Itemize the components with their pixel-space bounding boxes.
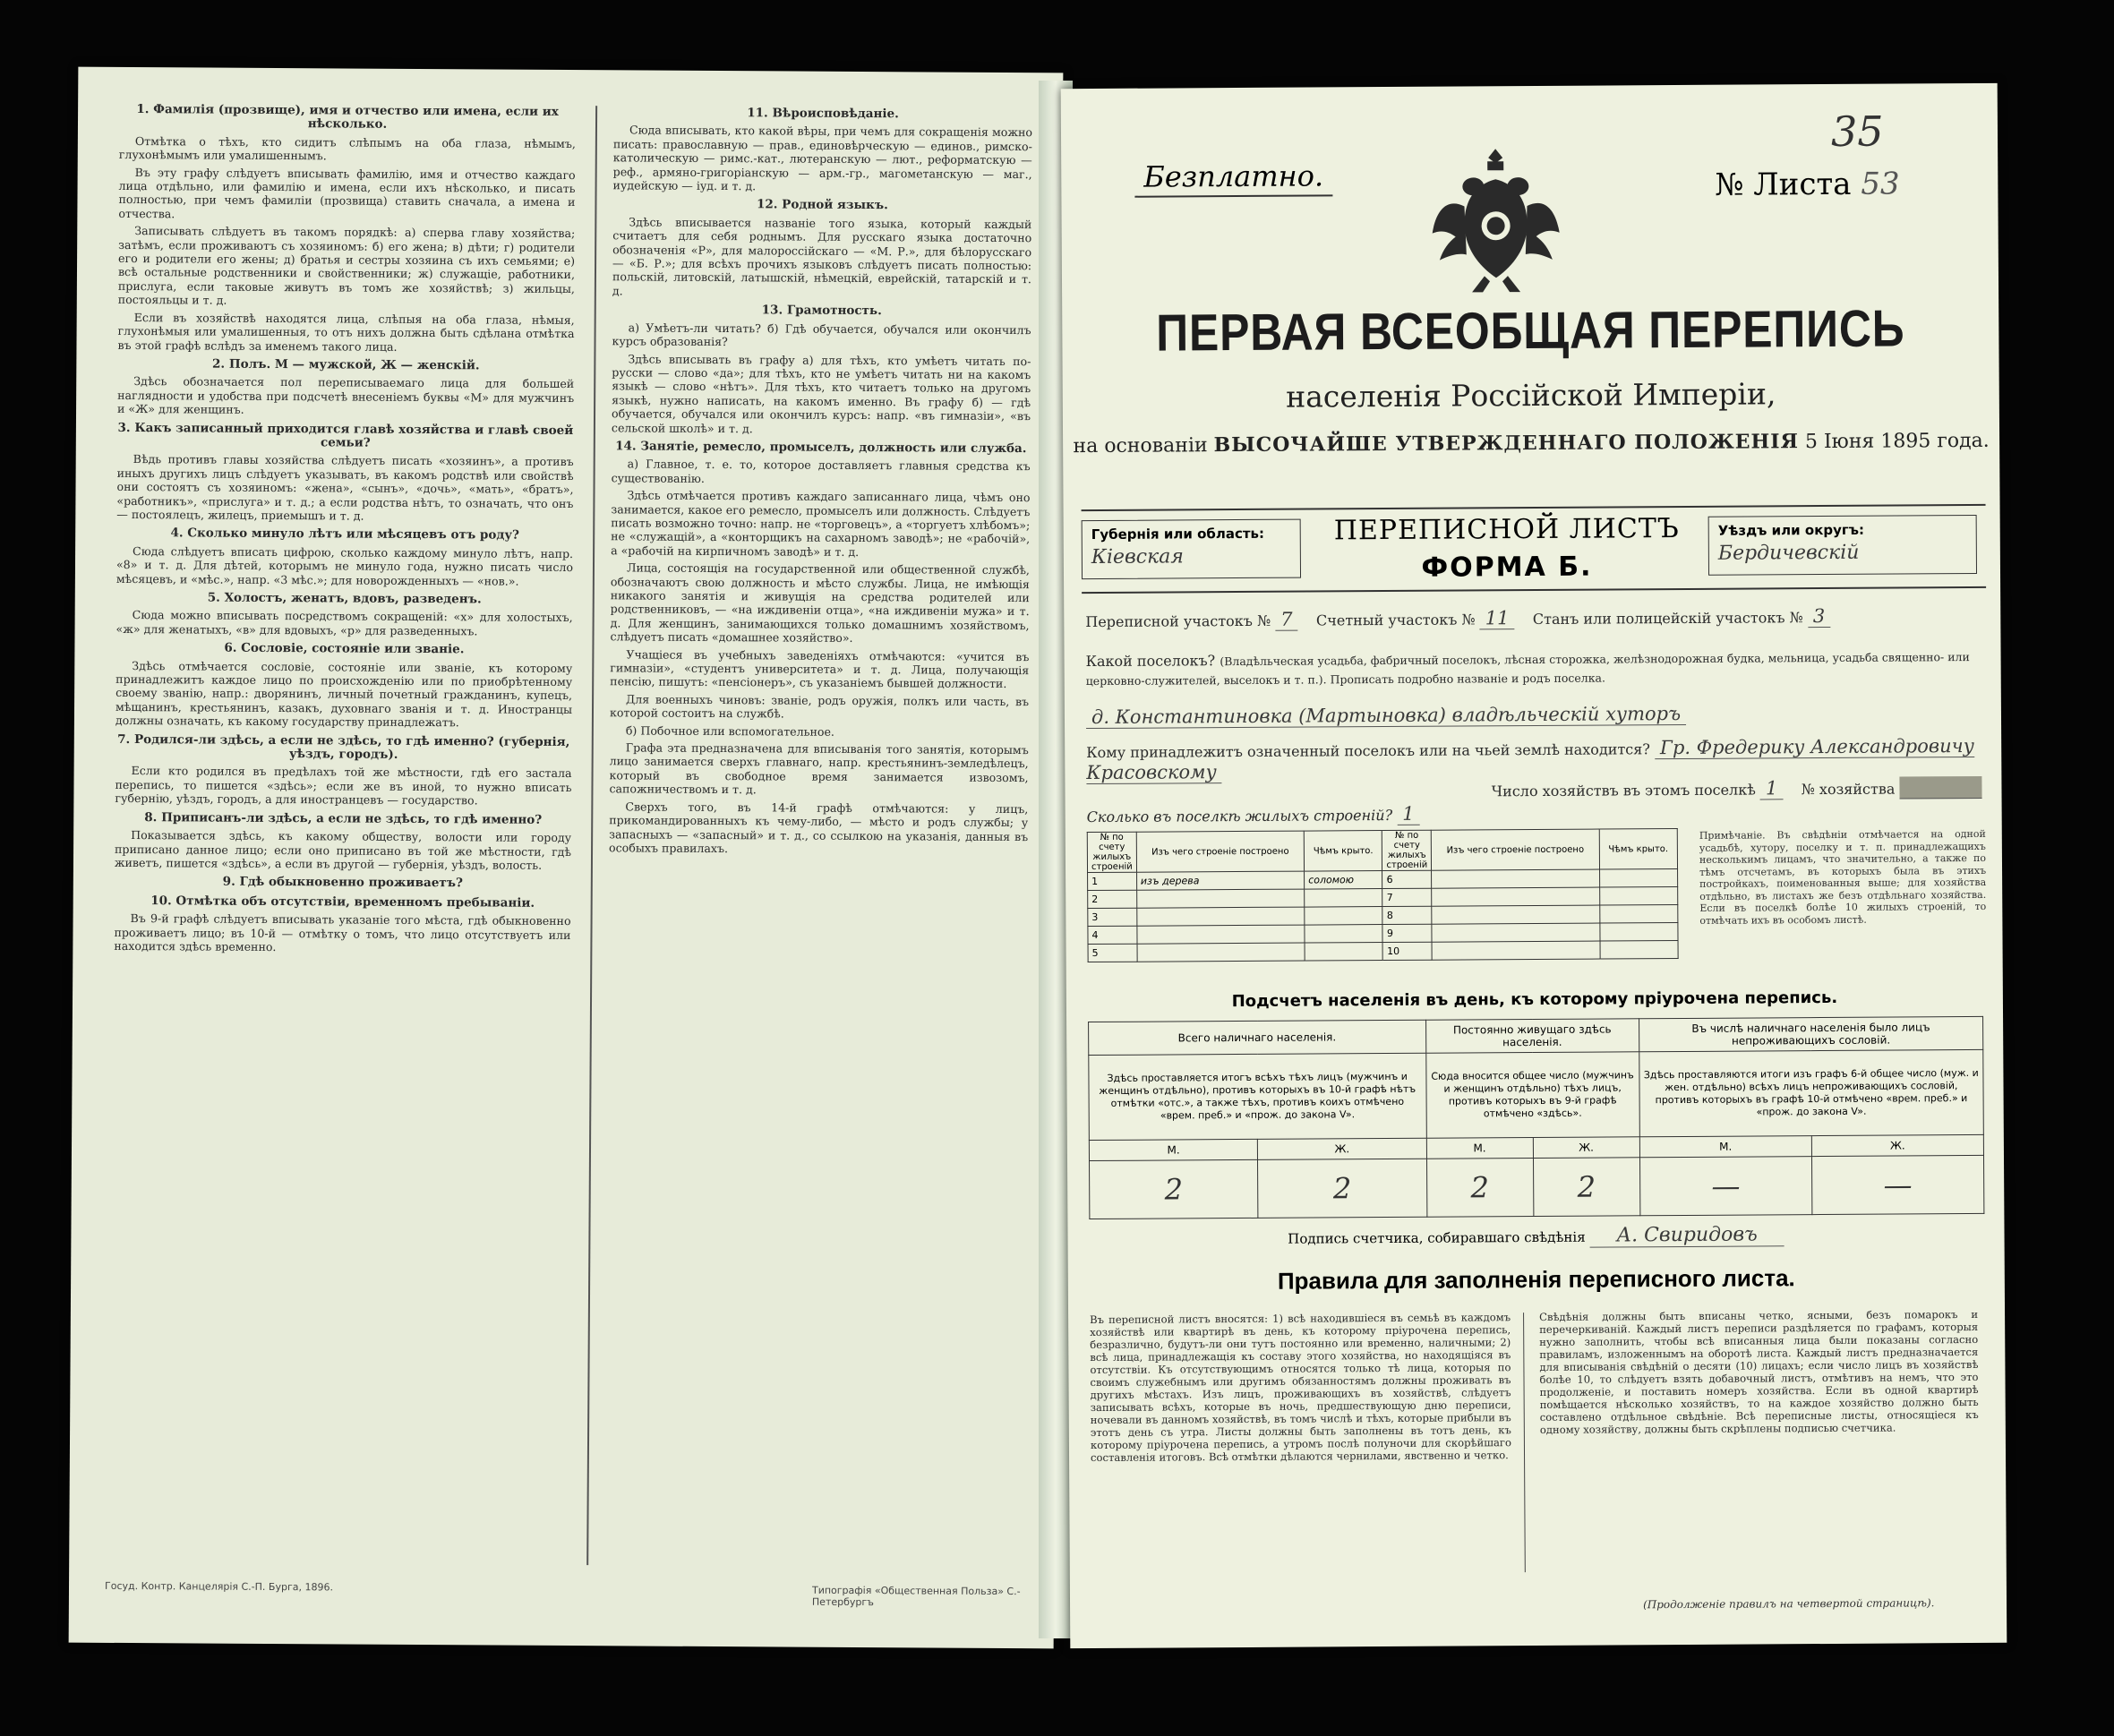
- gubernia-value: Кіевская: [1091, 545, 1184, 569]
- basis-prefix: на основаніи: [1073, 434, 1208, 458]
- roof-cell: [1599, 905, 1678, 924]
- sheet-number-label: № Листа: [1715, 166, 1852, 203]
- enumerator-signature: [1067, 1222, 2004, 1250]
- rules-title: Правила для заполненія переписного листа.: [1277, 1264, 1795, 1295]
- female-label: Ж.: [1533, 1137, 1639, 1159]
- section-heading: 9. Гдѣ обыкновенно проживаетъ?: [222, 874, 463, 891]
- present-female-count: 2: [1258, 1159, 1427, 1218]
- row-number: 2: [1088, 890, 1137, 908]
- roof-cell: соломою: [1305, 871, 1382, 890]
- section-heading: 5. Холостъ, женатъ, вдовъ, разведенъ.: [207, 590, 482, 607]
- uezd-value: Бердичевскій: [1717, 541, 1860, 565]
- printer-imprint-left: Госуд. Контр. Канцелярія С.-П. Бурга, 1896.: [104, 1579, 334, 1594]
- female-label: Ж.: [1258, 1138, 1426, 1159]
- material-cell: [1432, 869, 1599, 888]
- basis-suffix: 5 Іюня 1895 года.: [1804, 429, 1990, 454]
- instruction-paragraph: Показывается здѣсь, къ какому обществу, волости или городу приписано данное лицо; если оно приписано въ той же мѣстности, гдѣ живетъ, пишется «здѣсь», а если въ другой — губернія, уѣздъ, волость.: [114, 828, 572, 872]
- free-label: Безплатно.: [1134, 158, 1332, 197]
- district-line: [1085, 604, 1981, 631]
- instruction-paragraph: Графа эта предназначена для вписыванія того занятія, которымъ лицо занимается сверхъ главнаго, напр. крестьянинъ-земледѣлецъ, который въ свободное время занимается извозомъ, сапожничествомъ и т. д.: [609, 740, 1029, 797]
- dwellings-table-header: [1087, 829, 1677, 873]
- row-number: 7: [1382, 888, 1432, 906]
- households-value: 1: [1760, 777, 1784, 800]
- printer-imprint-right: Типографія «Общественная Польза» С.-Петербургъ: [811, 1584, 1021, 1609]
- form-header-band: [1082, 504, 1987, 594]
- dwellings-table: [1087, 828, 1679, 962]
- group-desc-nonresident: Здѣсь проставляются итоги изъ графъ 6-й общее число (муж. и жен. отдѣльно) всѣхъ лицъ непроживающихъ сословій, противъ которыхъ въ графѣ 10-й отмѣчено «врем. преб.» и «прож. до закона V».: [1639, 1049, 1984, 1136]
- row-number: 6: [1382, 870, 1432, 888]
- nonresident-female-count: —: [1811, 1155, 1984, 1214]
- col-number-header-2: № по счету жилыхъ строеній: [1382, 830, 1432, 870]
- gubernia-label: Губернія или область:: [1091, 525, 1265, 543]
- gubernia-field: [1082, 519, 1301, 579]
- uezd-label: Уѣздъ или округъ:: [1717, 521, 1865, 539]
- row-number: 4: [1088, 926, 1137, 944]
- dwellings-note: Примѣчаніе. Въ свѣдѣніи отмѣчается на одной усадьбѣ, хутору, поселку и т. п. принадлежащихъ несколькимъ лицамъ, что значительно, а также по тѣмъ отсчетамъ, въ которыхъ была въ этихъ постройкахъ, поименованныя выше; для хозяйства отдѣльно, въ листахъ же безъ отдѣльнаго хозяйства. Если въ поселкѣ болѣе 10 жилыхъ строеній, то отмѣчать ихъ въ особомъ листѣ.: [1699, 827, 1987, 927]
- nonresident-male-count: —: [1639, 1157, 1811, 1216]
- instruction-paragraph: Здѣсь вписывать въ графу а) для тѣхъ, кто умѣетъ читать по-русски — слово «да»; для тѣхъ, кто не умѣетъ читать ни на какомъ языкѣ — слово «нѣтъ». Для тѣхъ, кто читаетъ только на другомъ языкѣ, нужно написать, на какомъ именно. Въ графу б) — гдѣ обучается, обучался или окончилъ курсъ: напр. «въ гимназіи», «въ сельской школѣ» и т. д.: [611, 351, 1031, 435]
- household-no-label: № хозяйства: [1801, 780, 1896, 799]
- instruction-paragraph: Вѣдь противъ главы хозяйства слѣдуетъ писать «хозяинъ», а противъ иныхъ другихъ лицъ слѣдуетъ указывать, въ какомъ родствѣ или свойствѣ они состоятъ съ хозяиномъ: «жена», «сынъ», «дочь», «мать», «братъ», «работникъ», «прислуга» и т. д.; а если родства нѣтъ, то означать, что онъ — постоялецъ, жилецъ, приемышъ и т. д.: [116, 452, 574, 523]
- section-heading: 3. Какъ записанный приходится главѣ хозяйства и главѣ своей семьи?: [117, 420, 574, 450]
- male-label: М.: [1089, 1139, 1257, 1160]
- instruction-paragraph: Въ 9-й графѣ слѣдуетъ вписывать указаніе того мѣста, гдѣ обыкновенно проживаетъ лицо; въ 10-й — отмѣтку о томъ, что лицо отсутствуетъ или находится здѣсь временно.: [114, 911, 571, 954]
- instruction-paragraph: Здѣсь обозначается пол переписываемаго лица для большей наглядности и удобства при подсчетѣ внесеніемъ буквы «М» для мужчинъ и «Ж» для женщинъ.: [117, 374, 575, 416]
- instructions-column-right: [604, 100, 1032, 1562]
- group-title-nonresident: Въ числѣ наличнаго населенія было лицъ непроживающихъ сословій.: [1639, 1016, 1982, 1051]
- material-cell: [1432, 905, 1599, 924]
- dwellings-label: Сколько въ поселкѣ жилыхъ строеній?: [1086, 806, 1393, 826]
- roof-cell: [1305, 925, 1382, 944]
- instruction-paragraph: Здѣсь отмѣчается сословіе, состояніе или званіе, къ которому принадлежитъ каждое лицо по происхожденію или по приобрѣтенному своему званію, напр.: дворянинъ, личный почетный гражданинъ, купецъ, мѣщанинъ, крестьянинъ, казакъ, духовнаго званія и т. д. Иностранцы должны означать, къ какому государству принадлежатъ.: [115, 658, 573, 730]
- material-cell: [1432, 941, 1599, 960]
- instruction-paragraph: Сюда слѣдуетъ вписать цифрою, сколько каждому минуло лѣтъ, напр. «8» и т. д. Для дѣтей, которымъ не минуло года, нужно писать число мѣсяцевъ, и «мѣс.», напр. «3 мѣс.»; для новорожденныхъ — «нов.».: [116, 543, 574, 588]
- instruction-paragraph: Если кто родился въ предѣлахъ той же мѣстности, гдѣ его застала перепись, то пишется «здѣсь»; если же въ иной, то нужно вписать губернію, уѣздъ, городъ, а для иностранцевъ — государство.: [115, 764, 572, 808]
- female-label: Ж.: [1811, 1134, 1983, 1156]
- instruction-paragraph: Сюда вписывать, кто какой вѣры, при чемъ для сокращенія можно писать: православную — прав., единовѣрческую — единов., римско-католическую — римс.-кат., лютеранскую — лют., реформатскую — реф., армяно-григоріанскую — арм.-гр., магометанскую — маг., иудейскую — іуд. и т. д.: [612, 123, 1033, 193]
- census-district-value: 7: [1275, 609, 1298, 631]
- legal-basis: [1063, 429, 1999, 458]
- settlement-value-line: [1086, 701, 1981, 728]
- instruction-paragraph: Если въ хозяйствѣ находятся лица, слѣпыя на оба глаза, нѣмыя, глухонѣмыя или умалишенныя, то отъ нихъ должна быть сдѣлана отмѣтка въ этой графѣ вслѣдъ за именемъ такого лица.: [117, 310, 575, 354]
- roof-cell: [1305, 943, 1382, 962]
- instruction-paragraph: б) Побочное или вспомогательное.: [625, 723, 835, 739]
- basis-caps: ВЫСОЧАЙШЕ УТВЕРЖДЕННАГО ПОЛОЖЕНІЯ: [1213, 430, 1800, 458]
- section-heading: 10. Отмѣтка объ отсутствіи, временномъ пребываніи.: [150, 893, 535, 911]
- material-cell: [1137, 943, 1305, 962]
- settlement-line: [1086, 647, 1981, 690]
- material-cell: [1137, 925, 1305, 944]
- right-page: [1061, 83, 2007, 1648]
- page-title: ПЕРВАЯ ВСЕОБЩАЯ ПЕРЕПИСЬ: [1156, 299, 1905, 363]
- material-cell: [1137, 907, 1305, 926]
- roof-cell: [1599, 887, 1678, 906]
- dwellings-line: [1087, 800, 1982, 826]
- population-count-table: [1088, 1016, 1984, 1219]
- stan-value: 3: [1808, 605, 1831, 628]
- section-heading: 7. Родился-ли здѣсь, а если не здѣсь, то гдѣ именно? (губернія, уѣздъ, городъ).: [117, 731, 570, 762]
- households-label: Число хозяйствъ въ этомъ поселкѣ: [1491, 781, 1756, 800]
- settlement-label: Какой поселокъ?: [1085, 652, 1216, 671]
- row-number: 10: [1383, 942, 1433, 960]
- rules-column-left: Въ переписной листъ вносятся: 1) всѣ находившіеся въ семьѣ въ каждомъ хозяйствѣ или квартирѣ въ день, къ которому пріурочена перепись, безразлично, будутъ-ли они тутъ постоянно или временно, наличными; 2) всѣ лица, принадлежащія къ составу этого хозяйства, но находящіяся въ отсутствіи. Къ отсутствующимъ относятся только тѣ лица, которыя по своимъ служебнымъ или другимъ обязанностямъ должны проживать въ другихъ мѣстахъ. Изъ лицъ, проживающихъ въ хозяйствѣ, слѣдуетъ записывать всѣхъ, которые въ ночь, предшествующую дню переписи, ночевали въ данномъ хозяйствѣ, въ томъ числѣ и тѣхъ, которые прибыли въ этотъ день съ утра. Листы должны быть заполнены въ тотъ день, къ которому пріурочена перепись, а утромъ послѣ полуночи для скорѣйшаго составленія итоговъ. Всѣ отмѣтки дѣлаются чернилами, явственно и четко.: [1090, 1311, 1511, 1465]
- instruction-paragraph: Отмѣтка о тѣхъ, кто сидитъ слѣпымъ на оба глаза, нѣмымъ, глухонѣмымъ или умалишеннымъ.: [118, 133, 576, 163]
- instruction-paragraph: Лица, состоящія на государственной или общественной службѣ, обозначаютъ свою должность и мѣсто службы. Лица, не имѣющія никакого занятія и живущія на средства родителей или родственниковъ, — «на иждивеніи отца», «на иждивеніи мужа» и т. д. Для женщинъ, занимающихся только домашнимъ хозяйствомъ, слѣдуетъ писать «домашнее хозяйство».: [610, 560, 1031, 646]
- instruction-paragraph: Учащіеся въ учебныхъ заведеніяхъ отмѣчаются: «учится въ гимназіи», «студентъ университета» и т. д. Лица, получающія пенсію, пишутъ: «пенсіонеръ», съ указаніемъ бывшей должности.: [610, 647, 1030, 691]
- roof-cell: [1599, 923, 1678, 942]
- count-district-label: Счетный участокъ №: [1315, 611, 1476, 629]
- section-heading: 8. Приписанъ-ли здѣсь, а если не здѣсь, то гдѣ именно?: [144, 809, 543, 827]
- section-heading: 4. Сколько минуло лѣтъ или мѣсяцевъ отъ роду?: [170, 526, 519, 543]
- instruction-paragraph: Для военныхъ чиновъ: званіе, родъ оружія, полкъ или часть, въ которой состоитъ на службѣ.: [609, 692, 1030, 721]
- table-row: [1088, 941, 1678, 962]
- section-heading: 13. Грамотность.: [761, 303, 882, 319]
- male-label: М.: [1426, 1138, 1533, 1159]
- material-cell: [1432, 923, 1599, 942]
- section-heading: 6. Сословіе, состояніе или званіе.: [224, 640, 465, 657]
- row-number: 9: [1382, 924, 1432, 942]
- instruction-paragraph: Въ эту графу слѣдуетъ вписывать фамилію, имя и отчество каждаго лица отдѣльно, или фамилію и имена, если ихъ нѣсколько, и писать полностью, при чемъ фамиліи (прозвища) ставить сначала, а имена и отчества.: [118, 165, 576, 221]
- section-heading: 14. Занятіе, ремесло, промыселъ, должность или служба.: [615, 439, 1027, 457]
- owner-value: Гр. Фредерику Александровичу Красовскому: [1086, 734, 1974, 784]
- folio-number: 35: [1830, 107, 1884, 156]
- settlement-hint: (Владѣльческая усадьба, фабричный поселокъ, лѣсная сторожка, желѣзнодорожная будка, мельница, усадьба священно- или церковно-служителей, выселокъ и т. п.). Прописать подробно названіе и родъ поселка.: [1085, 650, 1970, 688]
- instructions-column-left: [110, 98, 576, 1560]
- sheet-number: [1715, 166, 1899, 202]
- instruction-paragraph: а) Умѣетъ-ли читать? б) Гдѣ обучается, обучался или окончилъ курсъ образованія?: [612, 321, 1031, 349]
- section-heading: 11. Вѣроисповѣданіе.: [747, 106, 899, 122]
- present-male-count: 2: [1090, 1159, 1259, 1219]
- dwellings-value: 1: [1397, 803, 1420, 825]
- instruction-paragraph: Здѣсь вписывается названіе того языка, который каждый считаетъ для себя роднымъ. Для русскаго языка достаточно обозначенія «Р», для малороссійскаго — «М. Р.», для бѣлорусскаго — «Б. Р.»; для всѣхъ прочихъ языковъ слѣдуетъ писать полностью: польскій, литовскій, латышскій, нѣмецкій, еврейскій, татарскій и т. д.: [612, 215, 1032, 298]
- stan-label: Станъ или полицейскій участокъ №: [1532, 609, 1803, 629]
- owner-label: Кому принадлежитъ означенный поселокъ или на чьей землѣ находится?: [1086, 740, 1650, 762]
- section-heading: 12. Родной языкъ.: [756, 197, 888, 213]
- rules-divider: [1523, 1313, 1526, 1572]
- material-cell: [1136, 889, 1304, 908]
- double-headed-eagle-emblem: [1428, 143, 1563, 296]
- group-title-present: Всего наличнаго населенія.: [1089, 1020, 1426, 1055]
- roof-cell: [1305, 907, 1382, 926]
- instruction-paragraph: Здѣсь отмѣчается противъ каждаго записаннаго лица, чѣмъ оно занимается, какое его ремесло, промыселъ или должность. Слѣдуетъ писать возможно точно: напр. не «торговецъ», а «торгуетъ хлѣбомъ»; не «служащій», а «конторщикъ на сахарномъ заводѣ»; не «рабочій», а «рабочій на кирпичномъ заводѣ» и т. д.: [611, 488, 1031, 559]
- instruction-paragraph: Записывать слѣдуетъ въ такомъ порядкѣ: а) сперва главу хозяйства; затѣмъ, если проживаютъ съ хозяиномъ: б) его жена; в) дѣти; г) родители его и родители его жены; д) братья и сестры хозяина съ ихъ семьями; е) всѣ остальные родственники и свойственники; ж) служащіе, работники, прислуга, если таковые живутъ въ томъ же хозяйствѣ; з) жильцы, постояльцы и т. д.: [117, 224, 576, 307]
- count-district-value: 11: [1480, 607, 1515, 629]
- col-material-header: Изъ чего строеніе построено: [1136, 831, 1305, 872]
- resident-female-count: 2: [1533, 1158, 1640, 1217]
- form-title: ПЕРЕПИСНОЙ ЛИСТЪ: [1333, 512, 1680, 547]
- row-number: 5: [1088, 944, 1137, 962]
- signature-value: А. Свиридовъ: [1589, 1223, 1784, 1247]
- sheet-number-value: 53: [1861, 166, 1900, 202]
- col-roof-header: Чѣмъ крыто.: [1304, 831, 1382, 872]
- material-cell: изъ дерева: [1136, 871, 1304, 890]
- roof-cell: [1305, 889, 1382, 908]
- census-district-label: Переписной участокъ №: [1085, 611, 1271, 631]
- resident-male-count: 2: [1426, 1159, 1534, 1218]
- col-material-header-2: Изъ чего строеніе построено: [1431, 829, 1599, 870]
- row-number: 8: [1382, 906, 1432, 924]
- row-number: 3: [1088, 908, 1137, 926]
- signature-label: Подпись счетчика, собиравшаго свѣдѣнія: [1288, 1228, 1586, 1247]
- instruction-paragraph: Сверхъ того, въ 14-й графѣ отмѣчаются: у лицъ, прикомандированныхъ къ чему-либо, — мѣсто и родъ службы; у запасныхъ — «запасный» и т. д., со ссылкою на указанія, данныя въ особыхъ правилахъ.: [609, 800, 1029, 856]
- col-number-header: № по счету жилыхъ строеній: [1087, 832, 1136, 872]
- roof-cell: [1600, 941, 1679, 960]
- group-desc-resident: Сюда вносится общее число (мужчинъ и женщинъ отдѣльно) тѣхъ лицъ, противъ которыхъ въ 9-й графѣ отмѣчено «здѣсь».: [1425, 1052, 1639, 1138]
- continued-note: (Продолженіе правилъ на четвертой страницѣ).: [1643, 1596, 1935, 1612]
- row-number: 1: [1088, 872, 1137, 890]
- population-count-heading: Подсчетъ населенія въ день, къ которому пріурочена перепись.: [1231, 988, 1838, 1012]
- instruction-paragraph: а) Главное, т. е. то, которое доставляетъ главныя средства къ существованію.: [611, 457, 1031, 485]
- instruction-paragraph: Сюда можно вписывать посредствомъ сокращеній: «х» для холостыхъ, «ж» для женатыхъ, «в» для вдовыхъ, «р» для разведенныхъ.: [116, 608, 573, 638]
- group-title-resident: Постоянно живущаго здѣсь населенія.: [1425, 1019, 1639, 1053]
- left-page: [69, 67, 1064, 1649]
- roof-cell: [1599, 869, 1678, 888]
- form-letter: ФОРМА Б.: [1421, 551, 1593, 584]
- page-subtitle: населенія Россійской Имперіи,: [1286, 376, 1776, 415]
- column-divider: [586, 106, 597, 1565]
- section-heading: 2. Полъ. М — мужской, Ж — женскій.: [212, 356, 480, 373]
- group-desc-present: Здѣсь проставляется итогъ всѣхъ тѣхъ лицъ (мужчинъ и женщинъ отдѣльно), противъ которыхъ въ 10-й графѣ нѣтъ отмѣтки «отс.», а также тѣхъ, противъ коихъ отмѣчено «врем. преб.» и «прож. до закона V».: [1089, 1053, 1426, 1140]
- male-label: М.: [1639, 1136, 1811, 1158]
- settlement-value: д. Константиновка (Мартыновка) владѣльческій хуторъ: [1086, 703, 1686, 729]
- section-heading: 1. Фамилія (прозвище), имя и отчество или имена, если их нѣсколько.: [136, 102, 559, 133]
- uezd-field: [1708, 515, 1977, 576]
- rules-column-right: Свѣдѣнія должны быть вписаны четко, ясными, безъ помарокъ и перечеркиваній. Каждый листъ переписи раздѣляется по графамъ, которыя нужно заполнить, чтобы всѣ вписанныя лица были показаны согласно правиламъ, изложеннымъ на оборотѣ листа. Каждый листъ предназначается для вписыванія свѣдѣній о десяти (10) лицахъ; если число лицъ въ хозяйствѣ болѣе 10, то слѣдуетъ взять добавочный листъ, отмѣтивъ на немъ, что это продолженіе, и поставить номеръ хозяйства. Если въ одной квартирѣ помѣщается нѣсколько хозяйствъ, то на каждое хозяйство должно быть составлено отдѣльное свѣдѣніе. Всѣ переписные листы, относящіеся къ одному хозяйству, должны быть скрѣплены подписью счетчика.: [1539, 1307, 1979, 1436]
- col-roof-header-2: Чѣмъ крыто.: [1599, 829, 1678, 870]
- material-cell: [1432, 887, 1599, 906]
